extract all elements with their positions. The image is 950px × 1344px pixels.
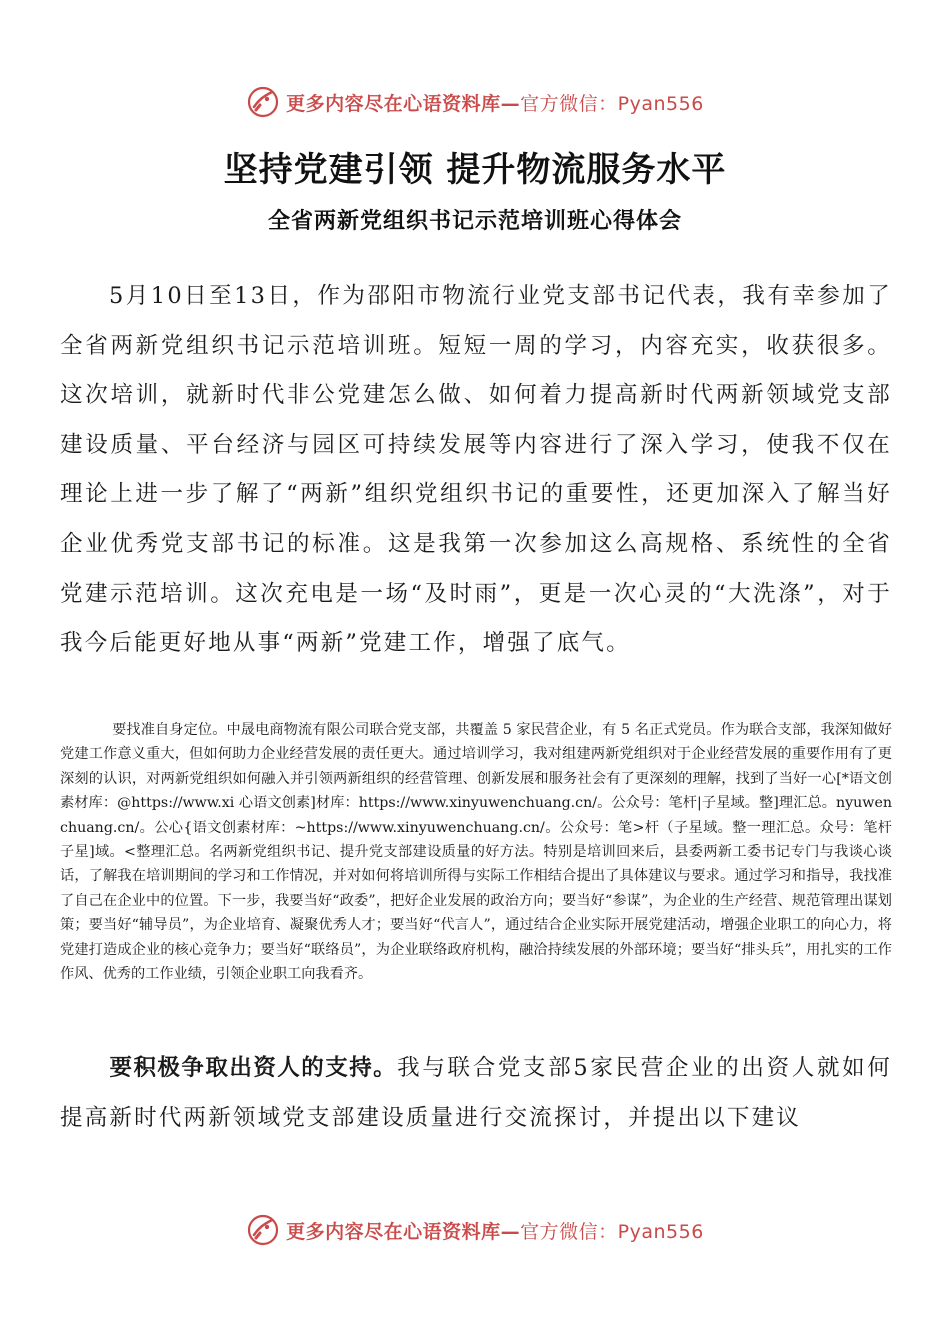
pen-circle-logo-icon — [246, 85, 280, 119]
banner-text: 更多内容尽在心语资料库—官方微信：Pyan556 — [286, 92, 704, 115]
banner-text: 更多内容尽在心语资料库—官方微信：Pyan556 — [286, 1220, 704, 1243]
body-paragraph-2: 要找准自身定位。中晟电商物流有限公司联合党支部，共覆盖 5 家民营企业，有 5 名正式党员。作为联合支部，我深知做好党建工作意义重大，但如何助力企业经营发展的责任更大。通过培训学习，我对组建两新党组织对于企业经营发展的重要作用有了更深刻的认识，对两新党组织如何融入并引领两新组织的经营管理、创新发展和服务社会有了更深刻的理解，找到了当好一心[*语文创素材库：@https://www.xi 心语文创素]材库：https://www.xinyuwenchuang.cn/。公众号：笔杆|子星域。整]理汇总。nyuwenchuang.cn/。公心{语文创素材库：~https://www.xinyuwenchuang.cn/。公众号：笔>杆（子星域。整一理汇总。众号：笔杆子星]域。<整理汇总。名两新党组织书记、提升党支部建设质量的好方法。特别是培训回来后，县委两新工委书记专门与我谈心谈话，了解我在培训期间的学习和工作情况，并对如何将培训所得与实际工作相结合提出了具体建议与要求。通过学习和指导，我找准了自己在企业中的位置。下一步，我要当好“政委”，把好企业发展的政治方向；要当好“参谋”，为企业的生产经营、规范管理出谋划策；要当好“辅导员”，为企业培育、凝聚优秀人才；要当好“代言人”，通过结合企业实际开展党建活动，增强企业职工的向心力，将党建打造成企业的核心竞争力；要当好“联络员”，为企业联络政府机构，融洽持续发展的外部环境；要当好“排头兵”，用扎实的工作作风、优秀的工作业绩，引领企业职工向我看齐。 — [60, 722, 892, 983]
header-watermark-banner — [0, 80, 950, 124]
document-title: 坚持党建引领 提升物流服务水平 — [223, 150, 727, 190]
document-subtitle: 全省两新党组织书记示范培训班心得体会 — [267, 209, 682, 234]
pen-circle-logo-icon — [246, 1213, 280, 1247]
paragraph-3-lead: 要积极争取出资人的支持。 — [109, 1055, 398, 1081]
body-paragraph-3: 要积极争取出资人的支持。我与联合党支部5家民营企业的出资人就如何提高新时代两新领域党支部建设质量进行交流探讨，并提出以下建议 — [60, 1055, 892, 1131]
body-paragraph-1: 5月10日至13日，作为邵阳市物流行业党支部书记代表，我有幸参加了全省两新党组织书记示范培训班。短短一周的学习，内容充实，收获很多。这次培训，就新时代非公党建怎么做、如何着力提高新时代两新领域党支部建设质量、平台经济与园区可持续发展等内容进行了深入学习，使我不仅在理论上进一步了解了“两新”组织党组织书记的重要性，还更加深入了解当好企业优秀党支部书记的标准。这是我第一次参加这么高规格、系统性的全省党建示范培训。这次充电是一场“及时雨”，更是一次心灵的“大洗涤”，对于我今后能更好地从事“两新”党建工作，增强了底气。 — [60, 283, 892, 657]
footer-watermark-banner — [0, 1208, 950, 1252]
